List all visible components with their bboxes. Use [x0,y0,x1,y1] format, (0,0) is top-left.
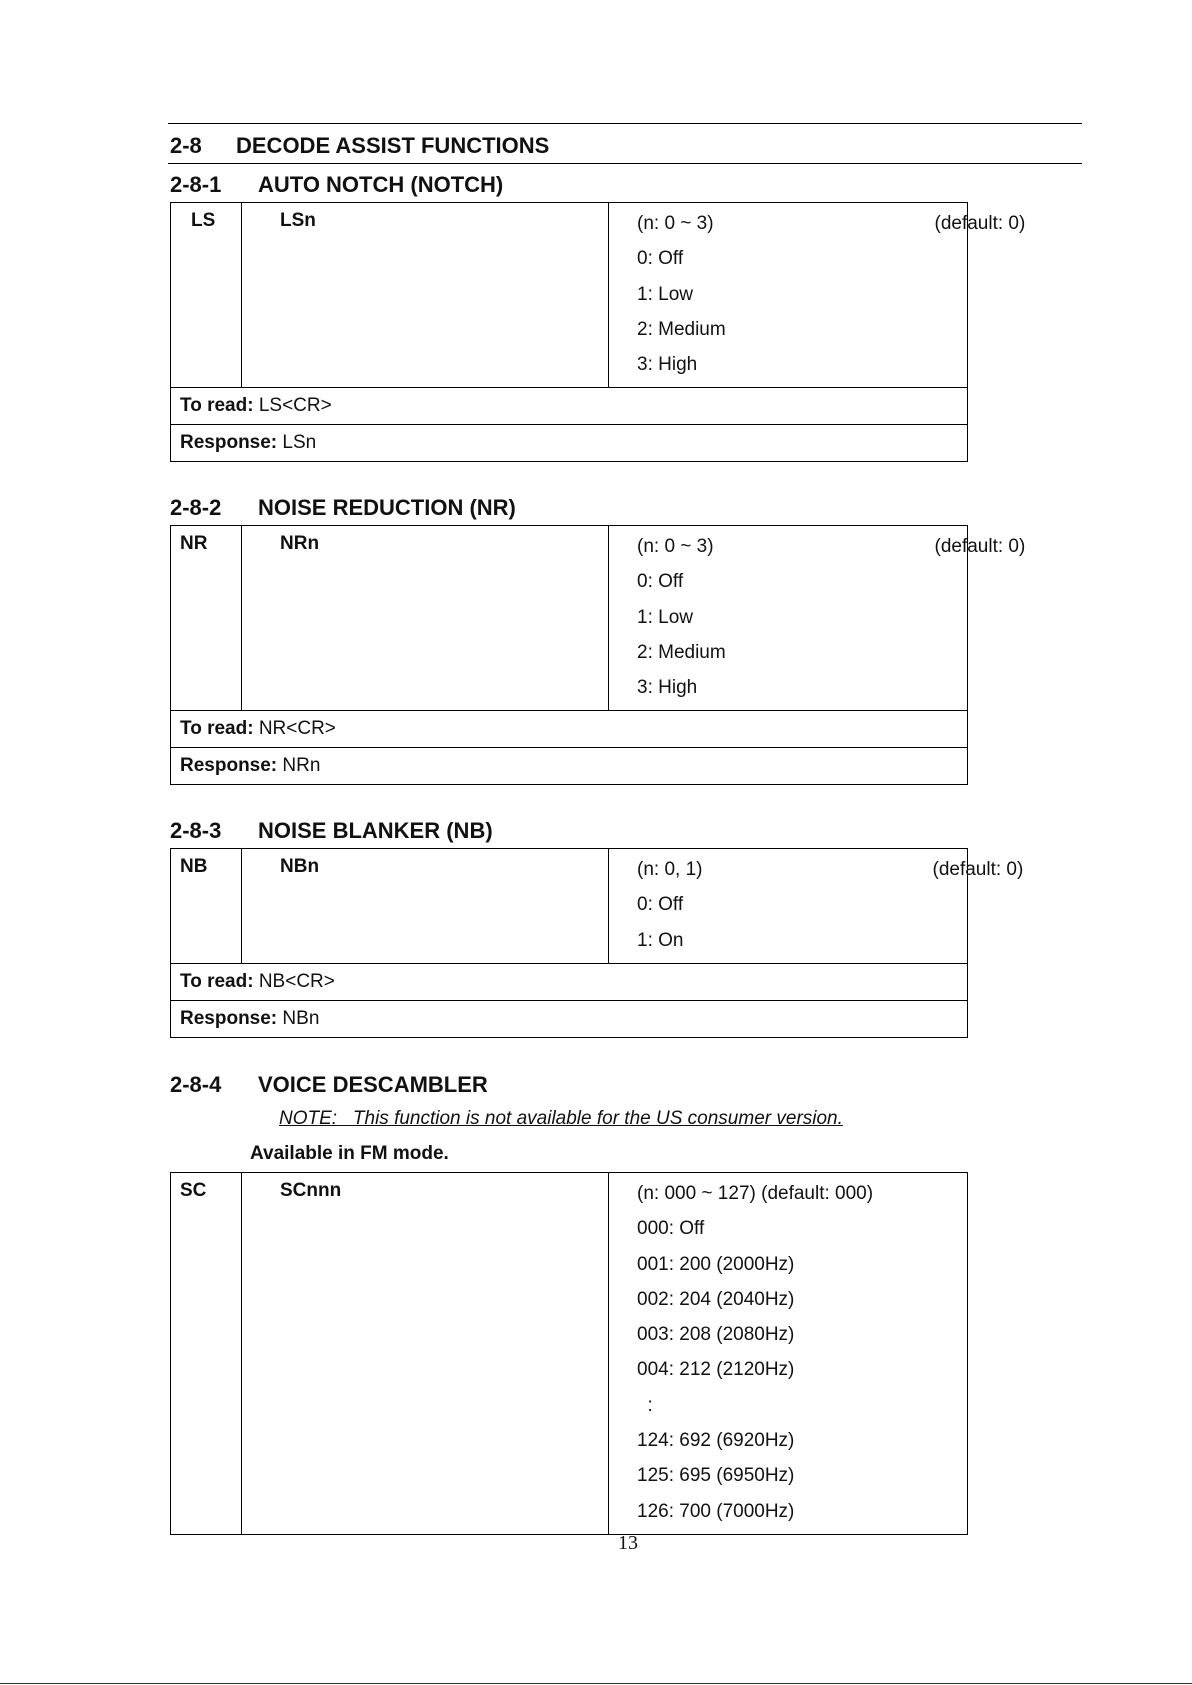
parameter-option: 001: 200 (2000Hz) [637,1253,795,1275]
response-label: Response: [180,432,278,454]
to-read-row [171,388,968,425]
parameter-option: 3: High [637,677,698,699]
command-code: SC [180,1180,207,1201]
response-row [171,1000,968,1037]
command-table [170,525,1026,785]
default-value: (default: 0) [934,536,1026,557]
parameter-option: 125: 695 (6950Hz) [637,1465,795,1487]
parameter-option: 2: Medium [637,641,726,663]
parameter-range: (n: 0 ~ 3) (default: 0) [637,531,967,566]
parameter-cell [609,1173,968,1535]
parameter-cell [609,849,1024,964]
chapter-number: 2-8 [170,133,202,158]
to-read-row [171,963,968,1000]
section-title: NOISE REDUCTION (NR) [258,495,516,520]
command-table [170,1172,968,1535]
parameter-option: 1: Low [637,606,693,628]
parameter-option: 1: On [637,929,684,951]
response-row [171,748,968,785]
to-read-value: LS<CR> [258,395,332,417]
response-row [171,425,968,462]
command-format: NBn [280,856,320,877]
command-format: LSn [280,210,316,231]
to-read-label: To read: [180,970,254,992]
chapter-heading [168,123,1082,164]
response-value: LSn [282,432,317,454]
to-read-value: NR<CR> [258,718,336,740]
command-format-cell [242,526,609,711]
parameter-cell [609,203,1026,388]
command-format: SCnnn [280,1180,342,1201]
command-code-cell [171,849,242,964]
section-number: 2-8-2 [170,495,222,520]
command-code-cell [171,1173,242,1535]
command-code: NB [180,856,208,877]
parameter-option: 124: 692 (6920Hz) [637,1430,795,1452]
parameter-option: 000: Off [637,1218,705,1240]
to-read-value: NB<CR> [258,970,335,992]
parameter-ellipsis: : [637,1394,653,1416]
parameter-cell [609,526,1026,711]
response-label: Response: [180,1007,278,1029]
section-title: AUTO NOTCH (NOTCH) [258,172,504,197]
command-code: LS [191,210,216,231]
section-title: VOICE DESCAMBLER [258,1072,488,1097]
section-title: NOISE BLANKER (NB) [258,818,493,843]
parameter-option: 002: 204 (2040Hz) [637,1288,795,1310]
response-label: Response: [180,755,278,777]
parameter-option: 0: Off [637,248,684,270]
parameter-option: 003: 208 (2080Hz) [637,1324,795,1346]
command-format-cell [242,203,609,388]
default-value: (default: 0) [932,859,1024,880]
page-number: 13 [618,1532,638,1554]
command-format-cell [242,849,609,964]
command-code-cell [171,203,242,388]
response-value: NBn [282,1007,320,1029]
parameter-range: (n: 0 ~ 3) (default: 0) [637,208,967,243]
response-value: NRn [282,755,321,777]
parameter-option: 126: 700 (7000Hz) [637,1500,795,1522]
section-number: 2-8-3 [170,818,222,843]
parameter-option: 004: 212 (2120Hz) [637,1359,795,1381]
default-value: (default: 0) [934,213,1026,234]
to-read-label: To read: [180,395,254,417]
command-table [170,202,1026,462]
command-code-cell [171,526,242,711]
parameter-option: 0: Off [637,894,684,916]
command-format-cell [242,1173,609,1535]
page-bottom-rule [0,1683,1192,1684]
parameter-option: 1: Low [637,283,693,305]
availability-note: NOTE: This function is not available for the US consumer version. [279,1108,843,1129]
parameter-option: 2: Medium [637,318,726,340]
parameter-range: (n: 0, 1) (default: 0) [637,854,967,889]
section-number: 2-8-4 [170,1072,222,1097]
command-format: NRn [280,533,320,554]
to-read-row [171,711,968,748]
to-read-label: To read: [180,718,254,740]
parameter-option: 3: High [637,354,698,376]
parameter-range: (n: 000 ~ 127) (default: 000) [637,1183,874,1204]
chapter-title: DECODE ASSIST FUNCTIONS [236,133,550,158]
section-number: 2-8-1 [170,172,222,197]
parameter-option: 0: Off [637,571,684,593]
mode-availability: Available in FM mode. [250,1143,449,1164]
command-code: NR [180,533,208,554]
command-table [170,848,1024,1038]
